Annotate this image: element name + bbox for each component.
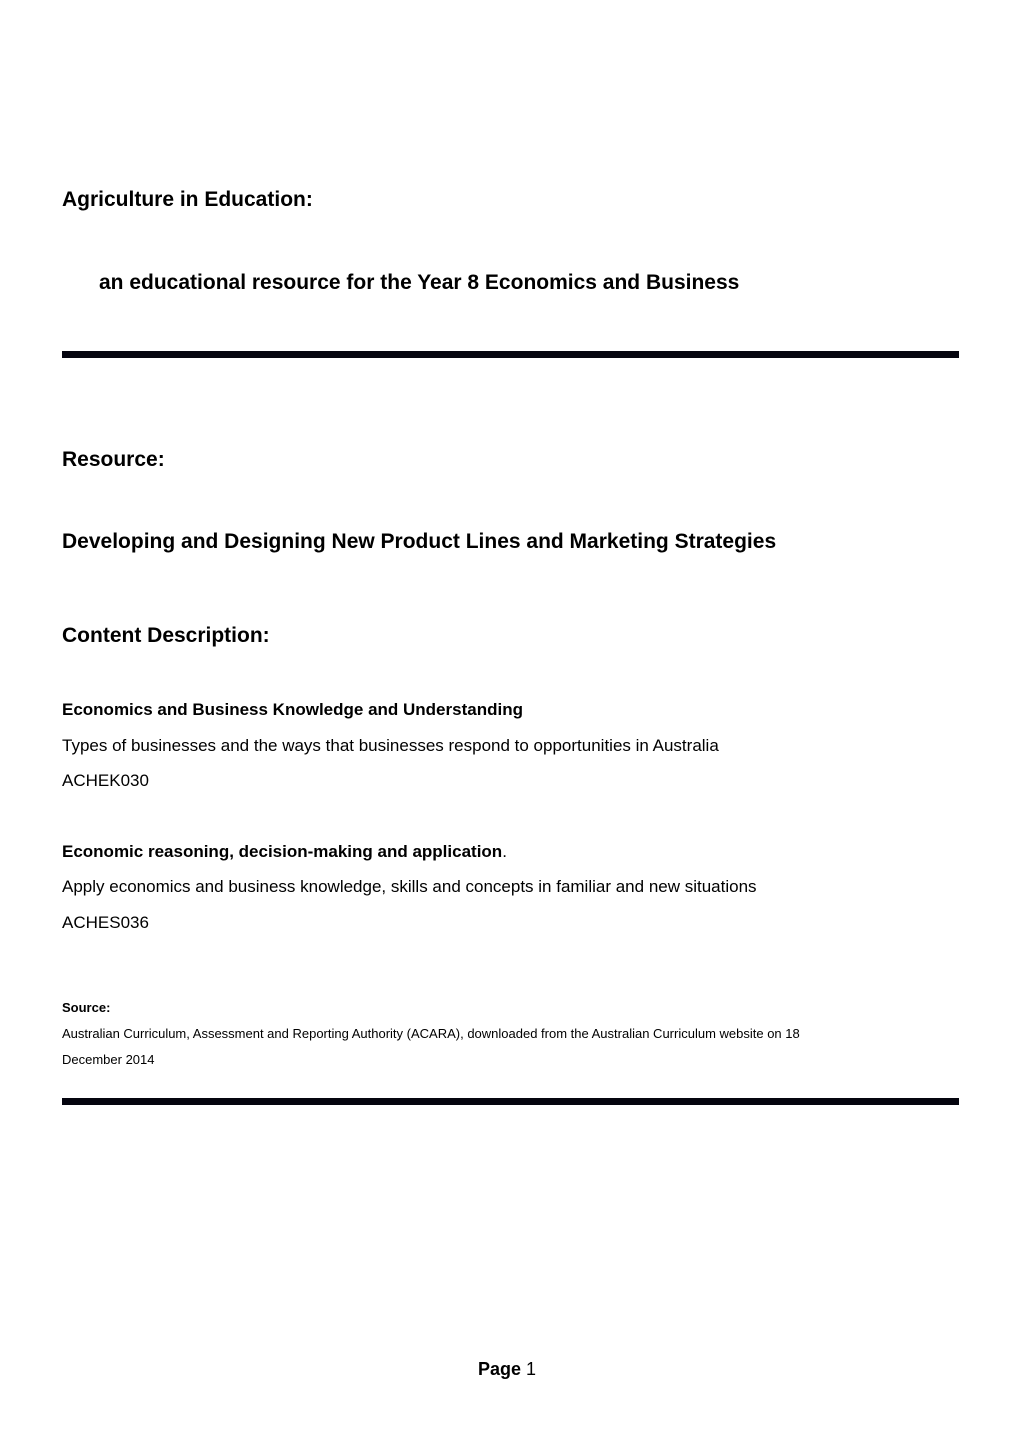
section-description-reasoning: Apply economics and business knowledge, skills and concepts in familiar and new situations [62,877,757,896]
section-heading-reasoning [62,842,507,862]
document-subtitle: an educational resource for the Year 8 Economics and Business [99,271,740,294]
source-label: Source: [62,1000,111,1015]
section-code-reasoning: ACHES036 [62,913,149,932]
section-heading-suffix: . [502,842,507,861]
section-heading-text: Economics and Business Knowledge and Understanding [62,700,523,719]
resource-label: Resource: [62,448,165,471]
section-heading-knowledge [62,700,523,720]
resource-title: Developing and Designing New Product Lines and Marketing Strategies [62,530,777,553]
page-number: 1 [526,1359,537,1379]
page-label: Page [478,1359,522,1379]
document-title: Agriculture in Education: [62,188,313,211]
content-description-label: Content Description: [62,624,270,647]
source-text-line2: December 2014 [62,1052,155,1067]
page-footer [478,1358,536,1380]
top-divider [62,351,959,358]
section-description-knowledge: Types of businesses and the ways that businesses respond to opportunities in Australia [62,736,719,755]
section-heading-text: Economic reasoning, decision-making and application [62,842,503,861]
bottom-divider [62,1098,959,1105]
section-code-knowledge: ACHEK030 [62,771,149,790]
source-text-line1: Australian Curriculum, Assessment and Reporting Authority (ACARA), downloaded from the Australian Curriculum website on 18 [62,1026,800,1041]
